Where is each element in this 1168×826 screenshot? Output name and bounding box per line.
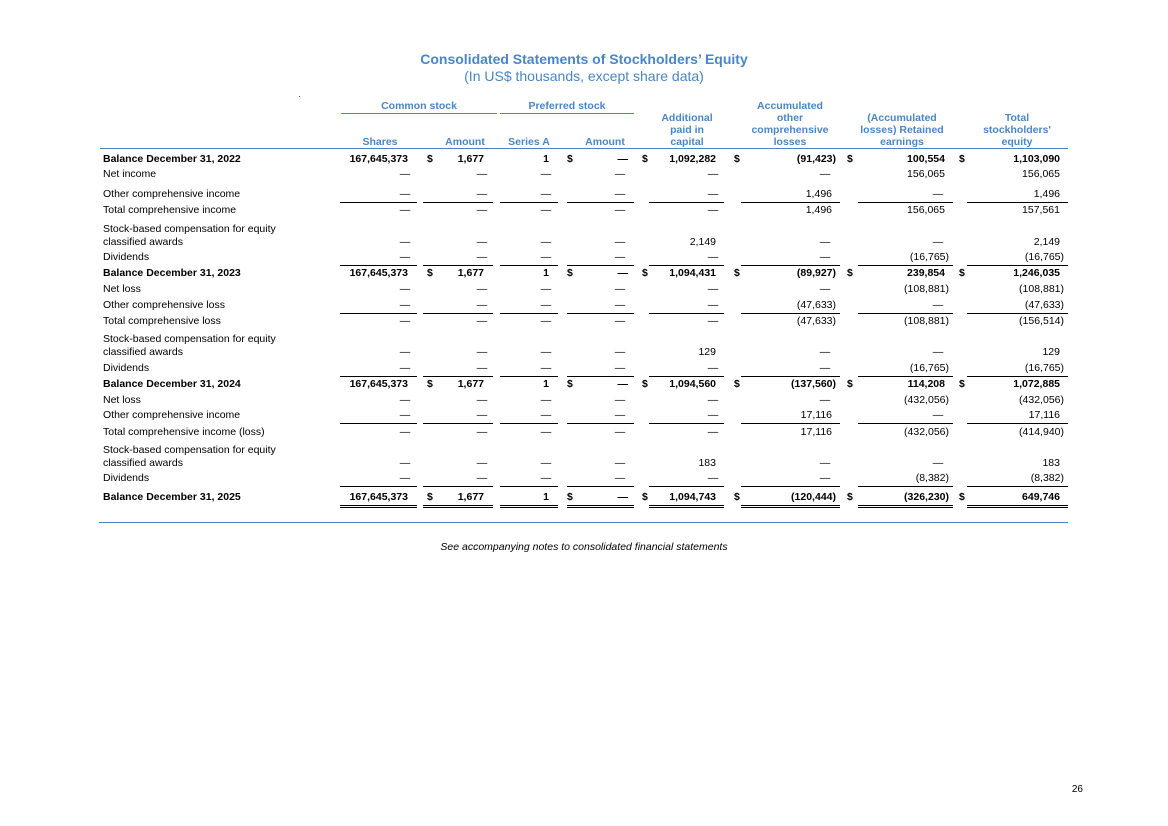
currency-symbol: $ [847,153,853,165]
table-cell: 167,645,373 [349,491,408,503]
subtotal-rule [967,202,1068,203]
table-cell: — [399,283,411,295]
table-cell: — [614,251,626,263]
table-cell: 1 [543,378,549,390]
table-cell: (108,881) [904,283,949,295]
table-cell: — [614,188,626,200]
table-cell: 156,065 [907,168,945,180]
subtotal-rule [500,376,558,377]
table-cell: — [819,283,831,295]
table-cell: — [614,236,626,248]
total-double-rule [741,505,840,508]
table-cell: — [707,362,719,374]
statement-title: Consolidated Statements of Stockholders’ Equity [420,51,748,67]
subtotal-rule [500,202,558,203]
subtotal-rule [967,376,1068,377]
currency-symbol: $ [567,378,573,390]
table-cell: — [399,315,411,327]
subtotal-rule [567,313,634,314]
table-cell: — [617,491,628,503]
table-cell: — [819,362,831,374]
table-cell: — [476,362,488,374]
subtotal-rule [858,376,953,377]
table-cell: — [707,188,719,200]
table-cell: 1,496 [805,204,832,216]
table-cell: — [819,472,831,484]
table-cell: — [476,457,488,469]
table-cell: (16,765) [1024,251,1064,263]
table-cell: — [617,153,628,165]
table-row [0,223,1168,251]
table-cell: (89,927) [796,267,836,279]
table-cell: — [540,346,552,358]
currency-symbol: $ [642,378,648,390]
currency-symbol: $ [734,491,740,503]
table-cell: — [707,394,719,406]
subtotal-rule [340,313,417,314]
subtotal-rule [741,486,840,487]
table-row [0,283,1168,297]
table-cell: 17,116 [1028,409,1060,421]
table-cell: — [819,394,831,406]
group-header-common-stock: Common stock [341,100,497,114]
currency-symbol: $ [427,267,433,279]
table-cell: — [614,409,626,421]
total-double-rule [967,505,1068,508]
subtotal-rule [500,313,558,314]
total-double-rule [500,505,558,508]
table-cell: (91,423) [796,153,836,165]
table-cell: (108,881) [1019,283,1064,295]
subtotal-rule [423,376,493,377]
table-cell: — [614,362,626,374]
table-cell: 1,092,282 [669,153,716,165]
total-double-rule [340,505,417,508]
table-cell: — [819,457,831,469]
table-cell: (16,765) [909,251,949,263]
table-cell: — [476,346,488,358]
table-cell: 1 [543,267,549,279]
table-cell: 114,208 [907,378,945,390]
table-cell: — [614,472,626,484]
table-cell: — [399,394,411,406]
subtotal-rule [340,423,417,424]
row-label: Net income [103,168,157,180]
row-label: Dividends [103,362,150,374]
row-label: Net loss [103,394,141,406]
subtotal-rule [649,376,724,377]
table-cell: (432,056) [904,394,949,406]
subtotal-rule [649,486,724,487]
table-cell: 156,065 [1022,168,1060,180]
column-header: Amount [445,136,485,148]
table-row [0,204,1168,218]
subtotal-rule [741,423,840,424]
table-cell: 167,645,373 [349,267,408,279]
currency-symbol: $ [734,153,740,165]
table-cell: — [614,283,626,295]
column-header: Total stockholders' equity [983,112,1051,148]
table-row [0,315,1168,329]
table-cell: — [707,315,719,327]
group-header-preferred-stock: Preferred stock [500,100,634,114]
table-cell: — [540,283,552,295]
footnote: See accompanying notes to consolidated financial statements [440,541,728,553]
table-row [0,333,1168,361]
table-cell: (16,765) [1024,362,1064,374]
table-cell: — [399,299,411,311]
subtotal-rule [741,313,840,314]
table-cell: — [399,457,411,469]
table-row [0,409,1168,423]
table-cell: 1,094,431 [669,267,716,279]
table-row [0,426,1168,440]
table-cell: (414,940) [1019,426,1064,438]
table-cell: 1,103,090 [1013,153,1060,165]
subtotal-rule [649,265,724,266]
table-cell: 649,746 [1022,491,1060,503]
table-cell: — [476,236,488,248]
table-cell: — [707,472,719,484]
row-label: Balance December 31, 2025 [103,491,241,503]
table-cell: — [476,204,488,216]
subtotal-rule [967,423,1068,424]
table-cell: (326,230) [904,491,949,503]
subtotal-rule [340,265,417,266]
table-cell: — [540,236,552,248]
table-cell: — [540,251,552,263]
row-label: Net loss [103,283,141,295]
row-label: Dividends [103,472,150,484]
table-cell: — [819,236,831,248]
table-cell: (16,765) [909,362,949,374]
table-cell: 167,645,373 [349,153,408,165]
table-cell: — [476,472,488,484]
subtotal-rule [649,313,724,314]
column-header: Series A [508,136,550,148]
column-header: (Accumulated losses) Retained earnings [860,112,944,148]
table-row [0,251,1168,265]
table-cell: (47,633) [796,299,836,311]
row-label: Other comprehensive income [103,409,241,421]
table-cell: 1,072,885 [1013,378,1060,390]
subtotal-rule [500,486,558,487]
table-row [0,394,1168,408]
table-cell: (120,444) [791,491,836,503]
table-cell: — [707,426,719,438]
subtotal-rule [741,202,840,203]
table-cell: — [399,204,411,216]
table-cell: 1,094,560 [669,378,716,390]
table-cell: 1,677 [457,491,484,503]
table-cell: — [707,283,719,295]
subtotal-rule [858,423,953,424]
subtotal-rule [340,486,417,487]
table-cell: (432,056) [904,426,949,438]
table-cell: — [819,346,831,358]
row-label: Total comprehensive income [103,204,237,216]
subtotal-rule [858,265,953,266]
table-row [0,378,1168,392]
table-cell: — [932,346,944,358]
currency-symbol: $ [959,491,965,503]
table-cell: — [932,236,944,248]
table-cell: (432,056) [1019,394,1064,406]
subtotal-rule [967,313,1068,314]
row-label: Balance December 31, 2023 [103,267,241,279]
table-cell: 17,116 [800,426,832,438]
subtotal-rule [649,202,724,203]
row-label: Total comprehensive loss [103,315,221,327]
row-label: Total comprehensive income (loss) [103,426,265,438]
table-cell: 156,065 [907,204,945,216]
column-header: Amount [585,136,625,148]
table-cell: — [540,426,552,438]
table-cell: — [540,472,552,484]
table-cell: 1,496 [1033,188,1060,200]
table-row [0,444,1168,472]
table-cell: — [617,267,628,279]
total-double-rule [423,505,493,508]
table-cell: — [540,168,552,180]
table-cell: — [399,426,411,438]
subtotal-rule [858,202,953,203]
table-cell: — [540,409,552,421]
row-label: Stock-based compensation for equity classified awards [103,333,276,358]
column-header: Accumulated other comprehensive losses [751,100,829,148]
total-double-rule [649,505,724,508]
currency-symbol: $ [567,491,573,503]
table-cell: (137,560) [791,378,836,390]
table-cell: — [932,188,944,200]
table-cell: 167,645,373 [349,378,408,390]
subtotal-rule [967,486,1068,487]
table-cell: — [540,204,552,216]
table-cell: 1,677 [457,378,484,390]
table-cell: — [707,251,719,263]
table-cell: 1,677 [457,153,484,165]
table-cell: — [932,299,944,311]
subtotal-rule [567,486,634,487]
currency-symbol: $ [642,267,648,279]
table-cell: 1,246,035 [1013,267,1060,279]
currency-symbol: $ [959,378,965,390]
subtotal-rule [423,486,493,487]
table-cell: 129 [1042,346,1060,358]
subtotal-rule [858,313,953,314]
currency-symbol: $ [642,153,648,165]
table-row [0,267,1168,281]
table-cell: 183 [698,457,716,469]
currency-symbol: $ [567,267,573,279]
stray-dot [299,96,300,97]
table-cell: (156,514) [1019,315,1064,327]
table-cell: — [476,409,488,421]
total-double-rule [567,505,634,508]
table-cell: — [614,394,626,406]
table-cell: 2,149 [689,236,716,248]
table-bottom-rule [99,522,1068,523]
table-cell: (8,382) [1030,472,1064,484]
currency-symbol: $ [959,267,965,279]
table-row [0,168,1168,182]
table-cell: 1,094,743 [669,491,716,503]
table-cell: — [399,236,411,248]
table-cell: — [399,362,411,374]
table-row [0,153,1168,167]
table-cell: — [932,409,944,421]
subtotal-rule [423,423,493,424]
table-cell: — [540,362,552,374]
table-cell: — [476,283,488,295]
table-cell: — [614,315,626,327]
table-cell: — [614,168,626,180]
table-cell: — [476,251,488,263]
currency-symbol: $ [427,491,433,503]
currency-symbol: $ [847,267,853,279]
table-cell: (8,382) [915,472,949,484]
table-row [0,188,1168,202]
subtotal-rule [858,486,953,487]
table-cell: — [476,426,488,438]
currency-symbol: $ [427,378,433,390]
statement-subtitle: (In US$ thousands, except share data) [464,68,704,84]
table-cell: 1,496 [805,188,832,200]
currency-symbol: $ [567,153,573,165]
table-cell: 239,854 [907,267,945,279]
subtotal-rule [741,265,840,266]
currency-symbol: $ [734,267,740,279]
row-label: Balance December 31, 2022 [103,153,241,165]
row-label: Dividends [103,251,150,263]
header-rule [100,148,1068,149]
subtotal-rule [423,202,493,203]
table-row [0,472,1168,486]
subtotal-rule [567,202,634,203]
table-cell: — [707,299,719,311]
table-cell: — [707,409,719,421]
table-cell: — [614,204,626,216]
table-cell: 2,149 [1033,236,1060,248]
table-cell: — [476,188,488,200]
table-row [0,362,1168,376]
subtotal-rule [500,423,558,424]
table-cell: 17,116 [800,409,832,421]
row-label: Stock-based compensation for equity classified awards [103,223,276,248]
column-header: Shares [362,136,398,148]
table-cell: — [540,315,552,327]
currency-symbol: $ [427,153,433,165]
table-cell: 1 [543,491,549,503]
table-cell: — [707,204,719,216]
subtotal-rule [567,423,634,424]
table-cell: — [399,251,411,263]
table-cell: — [399,346,411,358]
table-cell: — [614,457,626,469]
subtotal-rule [967,265,1068,266]
table-cell: — [399,409,411,421]
table-cell: — [540,394,552,406]
table-cell: 183 [1042,457,1060,469]
table-cell: — [399,168,411,180]
table-cell: — [476,299,488,311]
table-cell: 100,554 [907,153,945,165]
table-cell: (108,881) [904,315,949,327]
currency-symbol: $ [642,491,648,503]
table-cell: — [540,299,552,311]
table-cell: — [819,251,831,263]
column-header: Additional paid in capital [661,112,713,148]
currency-symbol: $ [959,153,965,165]
table-cell: 1,677 [457,267,484,279]
table-cell: — [617,378,628,390]
subtotal-rule [567,265,634,266]
table-cell: 157,561 [1022,204,1060,216]
table-cell: — [614,426,626,438]
table-cell: — [476,168,488,180]
table-row [0,491,1168,505]
table-cell: — [476,394,488,406]
table-cell: — [540,457,552,469]
table-cell: — [476,315,488,327]
currency-symbol: $ [847,491,853,503]
currency-symbol: $ [847,378,853,390]
subtotal-rule [649,423,724,424]
row-label: Balance December 31, 2024 [103,378,241,390]
total-double-rule [858,505,953,508]
subtotal-rule [340,202,417,203]
table-cell: — [819,168,831,180]
page-number: 26 [1071,784,1083,795]
table-cell: 129 [698,346,716,358]
table-cell: — [932,457,944,469]
table-cell: — [707,168,719,180]
currency-symbol: $ [734,378,740,390]
subtotal-rule [423,313,493,314]
table-cell: (47,633) [1024,299,1064,311]
table-cell: — [540,188,552,200]
table-cell: — [614,299,626,311]
table-cell: 1 [543,153,549,165]
table-cell: — [399,188,411,200]
table-row [0,299,1168,313]
table-cell: — [399,472,411,484]
subtotal-rule [340,376,417,377]
subtotal-rule [423,265,493,266]
subtotal-rule [741,376,840,377]
row-label: Other comprehensive loss [103,299,225,311]
row-label: Stock-based compensation for equity classified awards [103,444,276,469]
table-cell: — [614,346,626,358]
subtotal-rule [567,376,634,377]
row-label: Other comprehensive income [103,188,241,200]
table-cell: (47,633) [796,315,836,327]
subtotal-rule [500,265,558,266]
